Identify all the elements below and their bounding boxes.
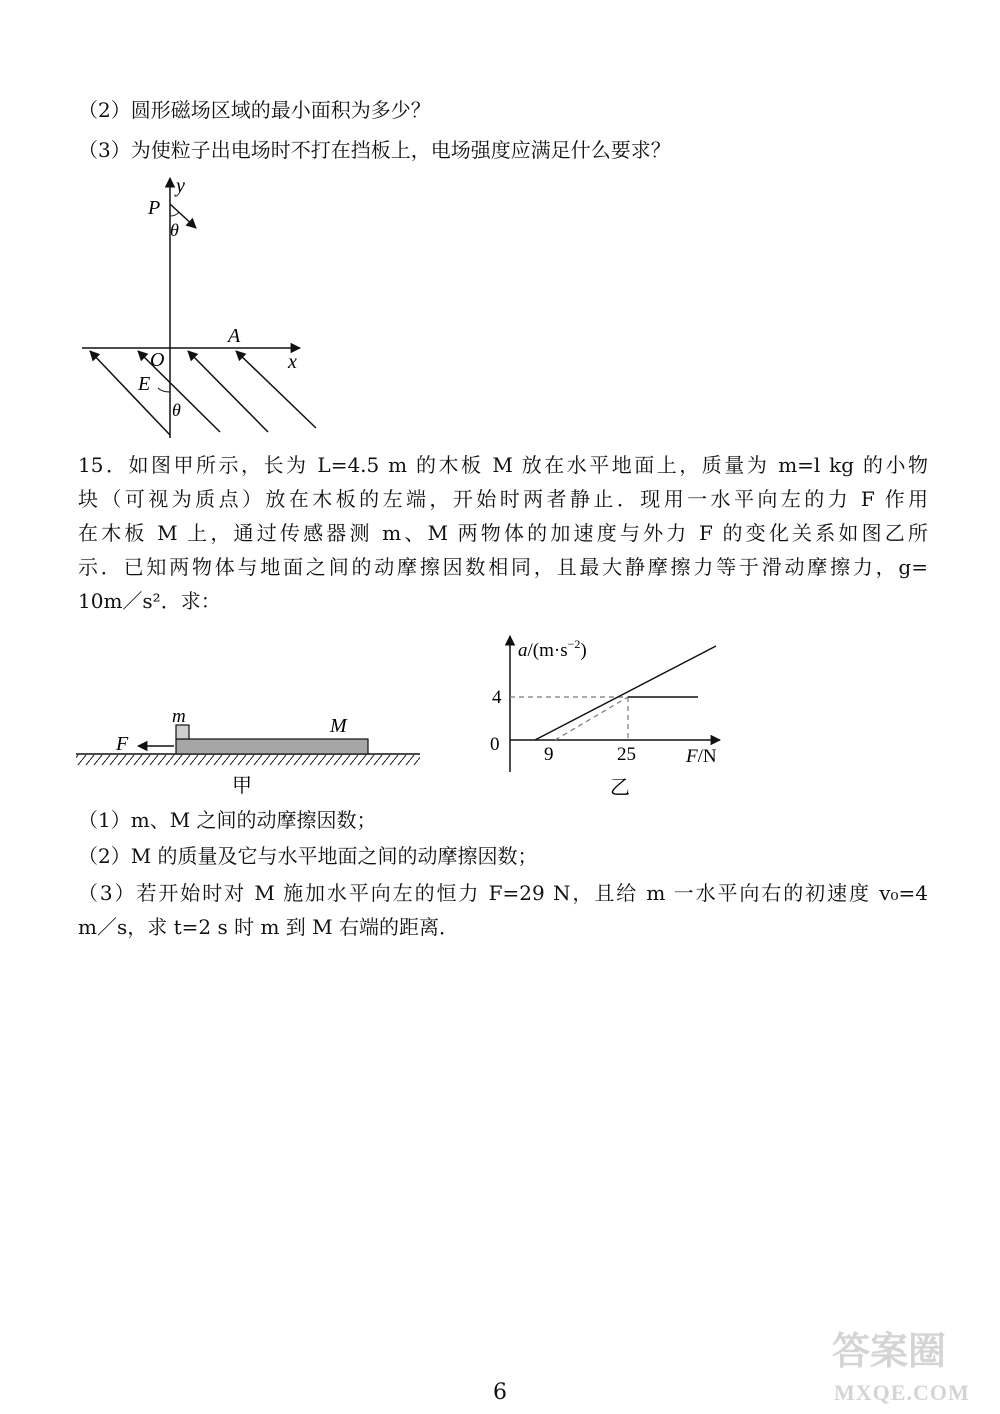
theta-bottom-label: θ <box>172 400 181 420</box>
block-m-label: m <box>172 706 186 727</box>
watermark-logo <box>828 1318 988 1408</box>
tick-4: 4 <box>492 687 502 708</box>
a-axis-label: $a/(m\cdot s^{-2})$ <box>518 637 587 661</box>
figure-yi <box>480 630 740 800</box>
q15-line-3: 在木板 M 上，通过传感器测 m、M 两物体的加速度与外力 F 的变化关系如图乙所 <box>78 521 928 545</box>
force-label: F <box>116 733 129 755</box>
figure-jia-caption: 甲 <box>232 775 252 797</box>
q15-line-2: 块（可视为质点）放在木板的左端，开始时两者静止．现用一水平向左的力 F 作用 <box>78 487 928 511</box>
figure-jia <box>74 700 424 800</box>
field-line <box>188 351 268 432</box>
point-p-label: P <box>148 197 161 219</box>
theta-top-label: θ <box>170 220 179 240</box>
watermark-bottom: MXQE.COM <box>834 1380 970 1405</box>
ground-hatch <box>76 755 420 765</box>
q15-sub3-line-1: （3）若开始时对 M 施加水平向左的恒力 F=29 N，且给 m 一水平向右的初速度 v₀=4 <box>78 881 928 905</box>
angle-arc-bottom <box>158 388 170 392</box>
tick-9: 9 <box>544 744 554 765</box>
q15-line-1: 15．如图甲所示，长为 L=4.5 m 的木板 M 放在水平地面上，质量为 m=l kg 的小物 <box>78 453 928 477</box>
figure-yi-caption: 乙 <box>610 777 630 799</box>
q15-line-4: 示．已知两物体与地面之间的动摩擦因数相同，且最大静摩擦力等于滑动摩擦力，g= <box>78 555 928 579</box>
q14-figure <box>70 170 330 445</box>
q14-sub3: （3）为使粒子出电场时不打在挡板上，电场强度应满足什么要求？ <box>78 138 671 162</box>
y-axis-label: y <box>176 175 185 197</box>
f-axis-label: F/N <box>686 746 717 767</box>
q15-line-5: 10m／s²．求： <box>78 589 221 613</box>
line-block-dashed <box>555 697 628 740</box>
q15-sub2: （2）M 的质量及它与水平地面之间的动摩擦因数； <box>78 844 538 868</box>
board-m-label: M <box>330 715 347 737</box>
tick-25: 25 <box>617 744 636 765</box>
watermark-top: 答案圈 <box>832 1331 947 1373</box>
field-e-label: E <box>138 373 151 395</box>
block-m <box>176 725 189 739</box>
field-line <box>236 351 316 428</box>
x-axis-label: x <box>288 351 297 373</box>
origin-o-label: O <box>150 349 165 371</box>
q15-stem <box>78 448 928 618</box>
q15-sub3 <box>78 876 928 944</box>
q15-sub1: （1）m、M 之间的动摩擦因数； <box>78 808 377 832</box>
tick-0: 0 <box>490 734 500 755</box>
q15-sub3-line-2: m／s，求 t=2 s 时 m 到 M 右端的距离． <box>78 915 459 939</box>
angle-arc-top <box>170 212 179 216</box>
board-m <box>176 739 368 754</box>
point-a-label: A <box>228 325 241 347</box>
page-number: 6 <box>493 1380 507 1405</box>
q14-sub2: （2）圆形磁场区域的最小面积为多少？ <box>78 98 431 122</box>
